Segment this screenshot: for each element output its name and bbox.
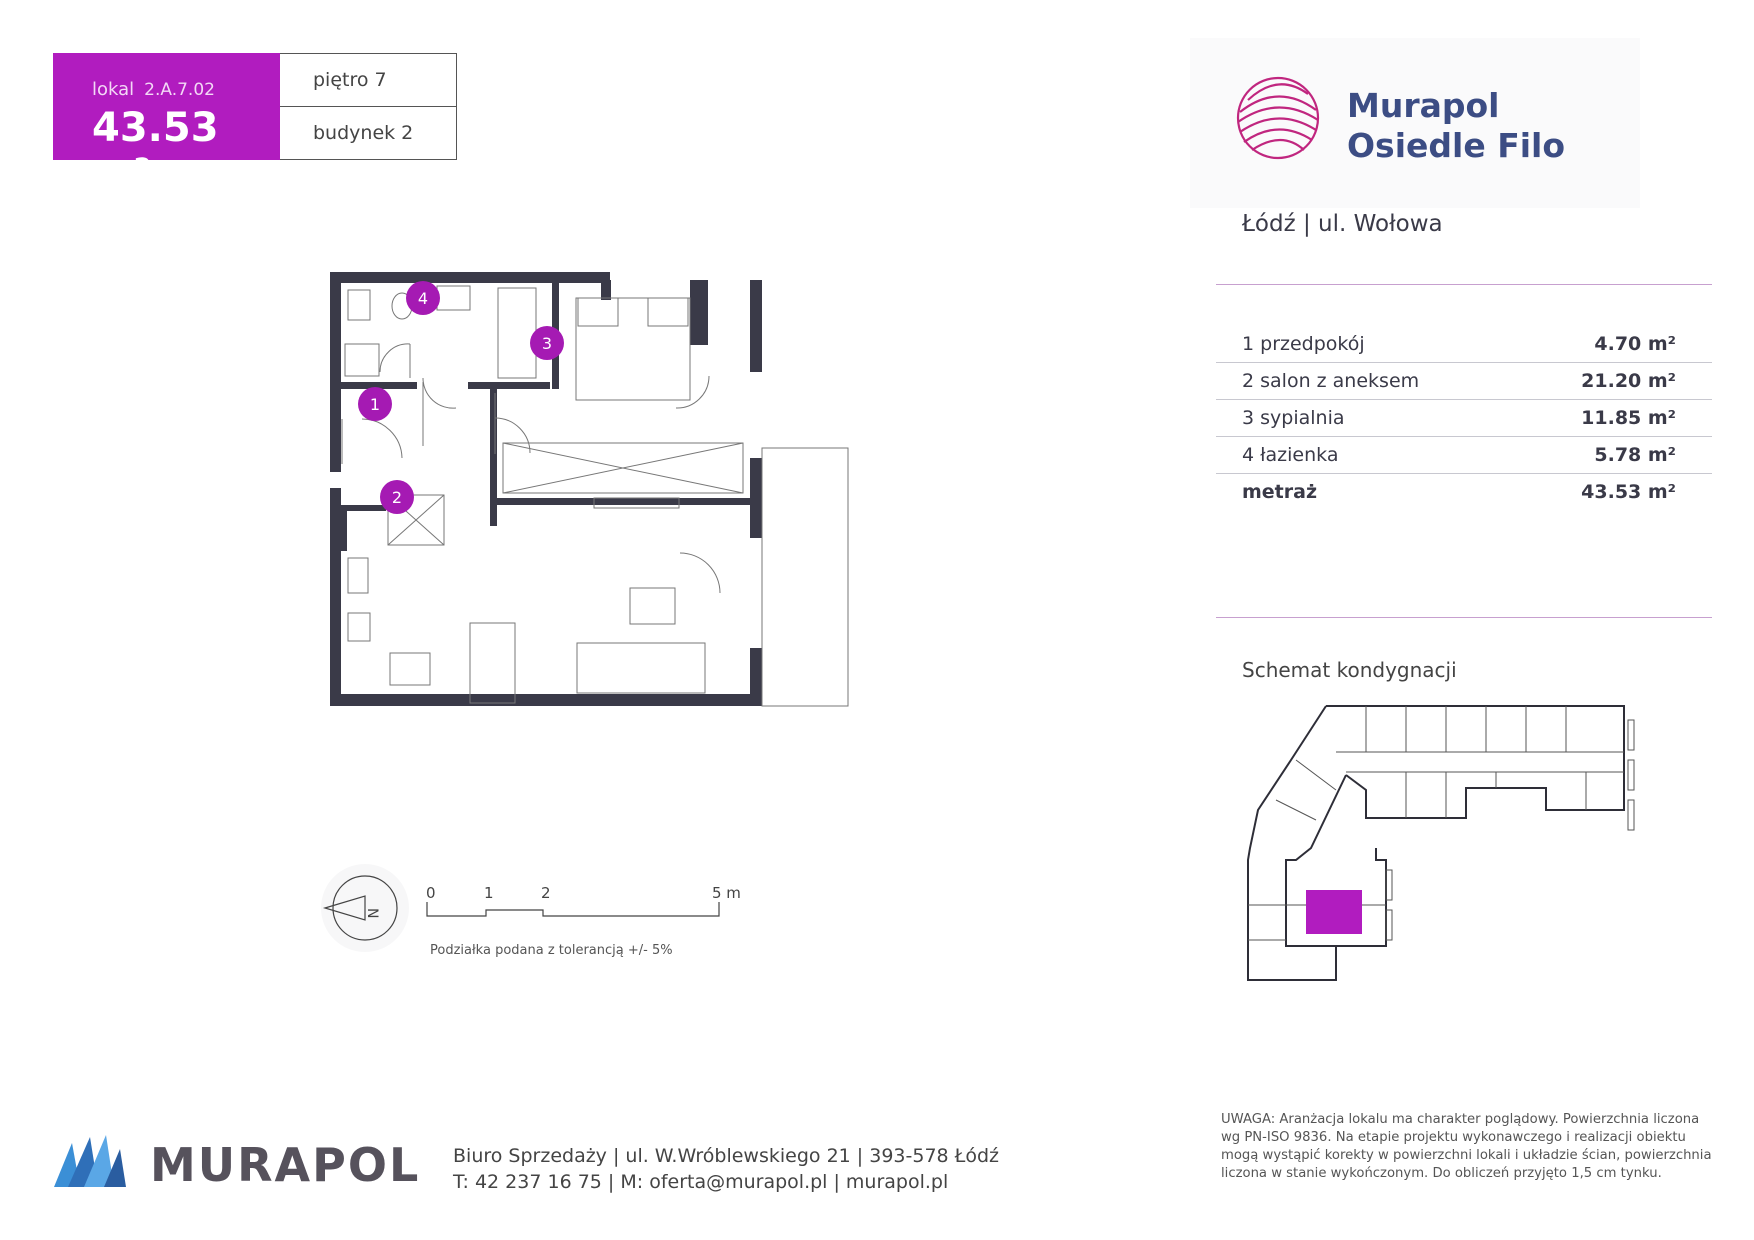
unit-info <box>280 53 457 160</box>
disclaimer-note: UWAGA: Aranżacja lokalu ma charakter poglądowy. Powierzchnia liczona wg PN-ISO 9836. Na etapie projektu wykonawczego i realizacji obiektu mogą wystąpić korekty w powierzchni lokali i układzie ścian, powierzchnia liczona w stanie wykończonym. Do obliczeń przyjęto 1,5 cm tynku. <box>1221 1112 1712 1181</box>
room-row: 4 łazienka 5.78 m² <box>1216 437 1712 474</box>
contact-info: T: 42 237 16 75 | M: oferta@murapol.pl | murapol.pl <box>453 1171 949 1193</box>
filo-logo-icon <box>1232 72 1324 164</box>
scale-bar <box>426 900 726 920</box>
scale-tick-0: 0 <box>426 884 436 902</box>
room-row: 1 przedpokój 4.70 m² <box>1216 326 1712 363</box>
room-marker-4: 4 <box>417 289 429 308</box>
schema-title: Schemat kondygnacji <box>1242 658 1457 682</box>
room-row: 2 salon z aneksem 21.20 m² <box>1216 363 1712 400</box>
room-marker-3: 3 <box>541 334 553 353</box>
room-marker-2: 2 <box>391 488 403 507</box>
location: Łódź | ul. Wołowa <box>1242 211 1443 237</box>
compass-north: N <box>364 908 380 919</box>
unit-badge <box>53 53 280 197</box>
area-table <box>1216 326 1712 510</box>
murapol-logo-text: MURAPOL <box>150 1138 421 1192</box>
building-info: budynek 2 <box>280 106 456 159</box>
room-marker-1: 1 <box>369 395 381 414</box>
storey-schema <box>1236 700 1636 990</box>
scale-tick-1: 1 <box>484 884 494 902</box>
total-row: metraż 43.53 m² <box>1242 481 1676 503</box>
scale-tick-5: 5 m <box>712 884 741 902</box>
scale-tick-2: 2 <box>541 884 551 902</box>
unit-label: lokal 2.A.7.02 <box>92 79 215 100</box>
unit-area: 43.53 m² <box>92 105 219 197</box>
scale-tolerance: Podziałka podana z tolerancją +/- 5% <box>430 943 673 958</box>
room-row: 3 sypialnia 11.85 m² <box>1216 400 1712 437</box>
divider-top <box>1216 284 1712 285</box>
compass-icon <box>290 840 430 980</box>
unit-highlight <box>1306 890 1362 934</box>
murapol-logo-icon <box>54 1135 126 1187</box>
divider-bottom <box>1216 617 1712 618</box>
floor-info: piętro 7 <box>313 69 387 91</box>
sales-office-address: Biuro Sprzedaży | ul. W.Wróblewskiego 21 | 393-578 Łódź <box>453 1145 999 1167</box>
floor-plan <box>320 268 860 713</box>
brand-name: Murapol Osiedle Filo <box>1347 86 1566 165</box>
